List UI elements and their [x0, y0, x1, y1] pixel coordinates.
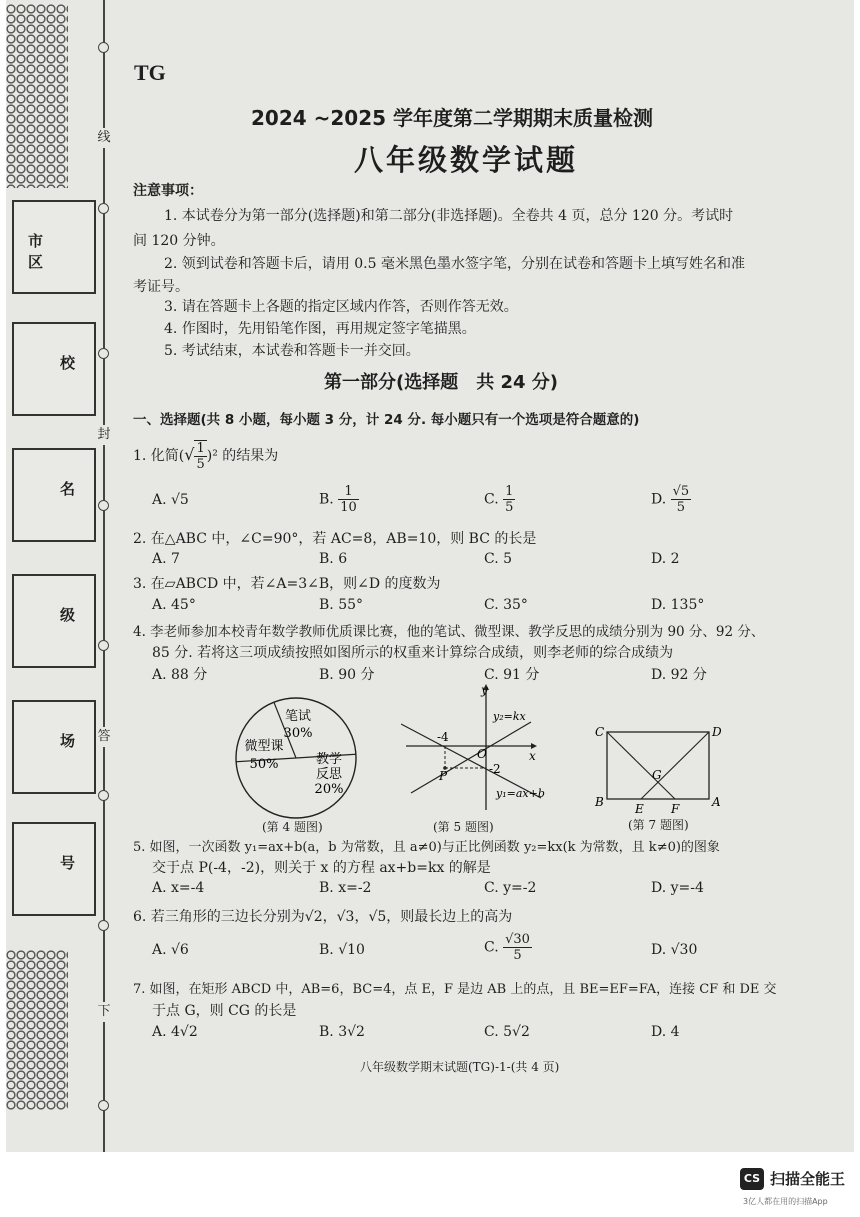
section-instruction: 一、选择题(共 8 小题，每小题 3 分，计 24 分. 每小题只有一个选项是符合题意的): [133, 412, 640, 428]
notice-item-1: 1. 本试卷分为第一部分(选择题)和第二部分(非选择题)。全卷共 4 页，总分 120 分。考试时: [164, 208, 734, 224]
field-label: 校: [60, 354, 76, 372]
question-6-stem: 6. 若三角形的三边长分别为√2，√3，√5，则最长边上的高为: [133, 909, 513, 925]
field-name: [12, 448, 96, 542]
q7-option-d: D. 4: [651, 1024, 680, 1040]
question-5-stem: 5. 如图，一次函数 y₁=ax+b(a，b 为常数，且 a≠0)与正比例函数 y₂=kx(k 为常数，且 k≠0)的图象: [133, 840, 720, 855]
notice-item-1-cont: 间 120 分钟。: [133, 233, 225, 249]
binding-hole: [98, 42, 109, 53]
q1-c-num: 1: [505, 484, 514, 499]
binding-word-xia: 下: [94, 1002, 114, 1022]
line-y2-label: y₂=kx: [493, 710, 526, 723]
pie-label-micro: 微型课: [244, 739, 284, 754]
binding-word-da: 答: [94, 727, 114, 747]
q1-c-prefix: C.: [484, 491, 499, 508]
notice-item-2-cont: 考证号。: [133, 279, 189, 295]
vertex-d: D: [712, 725, 722, 739]
binding-hole: [98, 920, 109, 931]
q1-d-num: √5: [672, 484, 690, 499]
field-label: 级: [60, 606, 76, 624]
margin-dot-pattern: [6, 950, 68, 1110]
origin-label: O: [477, 747, 487, 761]
q4-option-c: C. 91 分: [484, 667, 540, 683]
pie-pct-micro: 50%: [249, 757, 279, 772]
question-4-stem-cont: 85 分. 若将这三项成绩按照如图所示的权重来计算综合成绩，则李老师的综合成绩为: [152, 645, 674, 661]
line-y2: [411, 722, 531, 793]
q5-option-a: A. x=-4: [152, 880, 205, 896]
segment-cf: [607, 732, 675, 799]
figure-5-graph: [401, 680, 551, 815]
q1-c-den: 5: [505, 500, 514, 515]
figure-5-caption: (第 5 题图): [433, 820, 494, 834]
binding-hole: [98, 500, 109, 511]
binding-hole: [98, 203, 109, 214]
x-axis-label: x: [529, 749, 536, 763]
binding-hole: [98, 348, 109, 359]
q6-c-num: √30: [505, 932, 530, 947]
binding-line: [103, 0, 105, 1152]
x-tick-label: -4: [437, 730, 449, 744]
vertex-a: A: [712, 795, 721, 809]
notice-item-5: 5. 考试结束，本试卷和答题卡一并交回。: [164, 343, 420, 359]
q1-d-prefix: D.: [651, 491, 667, 508]
line-y1-label: y₁=ax+b: [496, 787, 545, 800]
question-4-stem: 4. 李老师参加本校青年数学教师优质课比赛，他的笔试、微型课、教学反思的成绩分别为 90 分、92 分、: [133, 624, 765, 640]
q1-stem-prefix: 1. 化简(: [133, 448, 185, 464]
q1-d-den: 5: [676, 500, 686, 515]
q1-option-a: A. √5: [152, 492, 189, 508]
binding-word-feng: 封: [94, 425, 114, 445]
q3-option-c: C. 35°: [484, 597, 528, 613]
y-tick-label: -2: [489, 762, 501, 776]
pie-label-reflect-2: 反思: [315, 767, 343, 782]
q1-b-num: 1: [338, 484, 359, 500]
q5-option-c: C. y=-2: [484, 880, 537, 896]
q1-option-d: [651, 484, 691, 515]
pie-label-reflect-1: 教学: [315, 752, 343, 767]
field-exam-room: [12, 700, 96, 794]
q6-option-b: B. √10: [319, 942, 365, 958]
field-label: 名: [60, 480, 76, 498]
q6-c-prefix: C.: [484, 939, 499, 956]
binding-hole: [98, 640, 109, 651]
figure-7-caption: (第 7 题图): [628, 818, 689, 832]
vertex-b: B: [595, 795, 604, 809]
figure-4-pie-chart: [226, 690, 376, 830]
q7-option-b: B. 3√2: [319, 1024, 365, 1040]
pie-pct-written: 30%: [283, 726, 313, 741]
binding-word-xian: 线: [94, 128, 114, 148]
figure-7-rectangle: [591, 722, 726, 814]
notice-heading: 注意事项：: [133, 183, 203, 199]
scanner-logo-icon: CS: [740, 1168, 764, 1190]
vertex-c: C: [595, 725, 605, 739]
rectangle-abcd: [607, 732, 709, 799]
q2-option-d: D. 2: [651, 551, 680, 567]
q2-option-c: C. 5: [484, 551, 513, 567]
field-class: [12, 574, 96, 668]
q6-option-c: [484, 932, 532, 963]
q1-stem-suffix: )² 的结果为: [206, 448, 279, 464]
scanner-tagline: 3亿人都在用的扫描App: [743, 1197, 828, 1206]
q1-frac-num: 1: [196, 441, 205, 456]
point-f: F: [671, 802, 680, 814]
q1-option-c: [484, 484, 515, 515]
q3-option-b: B. 55°: [319, 597, 364, 613]
q2-option-b: B. 6: [319, 551, 348, 567]
field-city-district: [12, 200, 96, 294]
question-7-stem: 7. 如图，在矩形 ABCD 中，AB=6，BC=4，点 E，F 是边 AB 上的点，且 BE=EF=FA，连接 CF 和 DE 交: [133, 982, 777, 997]
notice-item-4: 4. 作图时，先用铅笔作图，再用规定签字笔描黑。: [164, 321, 476, 337]
field-label: 号: [60, 854, 76, 872]
q3-option-a: A. 45°: [152, 597, 196, 613]
q1-b-prefix: B.: [319, 491, 334, 508]
q6-c-den: 5: [513, 948, 522, 963]
exam-page: [6, 0, 854, 1152]
page-footer: 八年级数学期末试题(TG)-1-(共 4 页): [360, 1060, 560, 1074]
pie-label-written: 笔试: [284, 709, 312, 724]
field-school: [12, 322, 96, 416]
figure-4-caption: (第 4 题图): [262, 820, 323, 834]
q6-option-a: A. √6: [152, 942, 189, 958]
q4-option-a: A. 88 分: [152, 667, 208, 683]
field-seat-number: [12, 822, 96, 916]
paper-code: TG: [134, 60, 166, 85]
question-3-stem: 3. 在▱ABCD 中，若∠A=3∠B，则∠D 的度数为: [133, 576, 441, 592]
margin-dot-pattern: [6, 4, 68, 188]
q1-option-b: [319, 484, 359, 515]
field-label: 市 区: [28, 232, 60, 271]
q7-option-c: C. 5√2: [484, 1024, 530, 1040]
question-1-stem: 1. 化简(√ $\frac{1}{5}$ )² 的结果为: [133, 441, 279, 472]
point-p-label: P: [439, 769, 448, 783]
question-2-stem: 2. 在△ABC 中，∠C=90°，若 AC=8，AB=10，则 BC 的长是: [133, 531, 537, 547]
q5-option-b: B. x=-2: [319, 880, 372, 896]
exam-title: 2024 ~2025 学年度第二学期期末质量检测: [251, 106, 654, 130]
q6-option-d: D. √30: [651, 942, 698, 958]
pie-pct-reflect: 20%: [314, 782, 344, 797]
part1-heading: 第一部分(选择题 共 24 分): [324, 372, 559, 393]
point-e: E: [635, 802, 644, 814]
question-5-stem-cont: 交于点 P(-4，-2)，则关于 x 的方程 ax+b=kx 的解是: [152, 860, 491, 876]
q2-option-a: A. 7: [152, 551, 180, 567]
point-g: G: [652, 768, 662, 782]
field-label: 场: [60, 732, 76, 750]
binding-hole: [98, 1100, 109, 1111]
notice-item-3: 3. 请在答题卡上各题的指定区域内作答，否则作答无效。: [164, 299, 518, 315]
scanner-app-name: 扫描全能王: [770, 1170, 846, 1188]
notice-item-2: 2. 领到试卷和答题卡后，请用 0.5 毫米黑色墨水签字笔，分别在试卷和答题卡上填写姓名和准: [164, 256, 745, 272]
segment-de: [641, 732, 709, 799]
q4-option-d: D. 92 分: [651, 667, 707, 683]
q1-b-den: 10: [340, 500, 357, 515]
q1-frac-den: 5: [196, 457, 205, 472]
binding-hole: [98, 790, 109, 801]
q7-option-a: A. 4√2: [152, 1024, 198, 1040]
y-axis-label: y: [481, 683, 488, 697]
q3-option-d: D. 135°: [651, 597, 705, 613]
exam-subject-title: 八年级数学试题: [354, 143, 579, 177]
q4-option-b: B. 90 分: [319, 667, 375, 683]
q5-option-d: D. y=-4: [651, 880, 704, 896]
question-7-stem-cont: 于点 G，则 CG 的长是: [152, 1003, 297, 1019]
